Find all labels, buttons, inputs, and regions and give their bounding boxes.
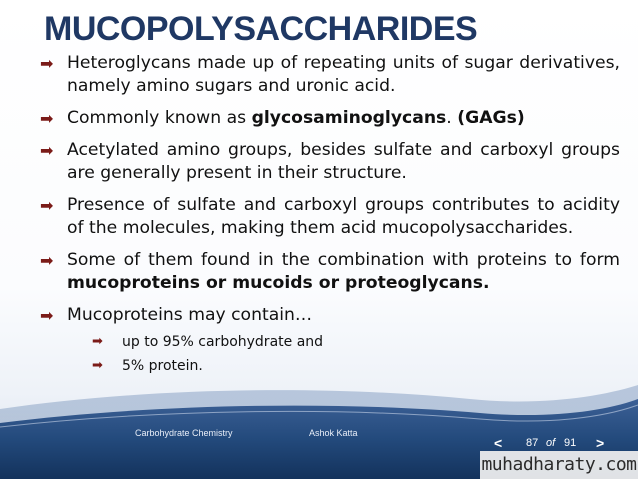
page-total: 91 <box>564 437 577 449</box>
arrow-right-icon: ➡ <box>40 251 54 270</box>
slide-title: MUCOPOLYSACCHARIDES <box>44 10 478 48</box>
footer-course: Carbohydrate Chemistry <box>135 428 233 438</box>
chevron-right-icon[interactable]: > <box>596 435 605 451</box>
arrow-right-icon: ➡ <box>40 306 54 325</box>
arrow-right-icon: ➡ <box>40 141 54 160</box>
bullet-list <box>40 52 620 379</box>
bullet-item <box>40 107 620 130</box>
arrow-right-icon: ➡ <box>40 54 54 73</box>
bullet-item <box>40 249 620 295</box>
bold-term: mucoproteins or mucoids or proteoglycans. <box>67 273 490 293</box>
page-navigator <box>492 434 612 452</box>
watermark: muhadharaty.com <box>480 451 638 479</box>
arrow-right-icon: ➡ <box>92 358 103 373</box>
text-run: Heteroglycans made up of repeating units of sugar derivatives, namely amino sugars and uronic acid. <box>67 53 620 96</box>
sub-bullet-item <box>92 331 620 353</box>
text-run: Some of them found in the combination with proteins to form <box>67 250 620 270</box>
text-run: Commonly known as <box>67 108 252 128</box>
text-run: Presence of sulfate and carboxyl groups contributes to acidity of the molecules, making them acid mucopolysaccharides. <box>67 195 620 238</box>
bullet-item <box>40 139 620 185</box>
bullet-text <box>67 53 620 96</box>
bullet-item <box>40 52 620 98</box>
sub-bullet-text: up to 95% carbohydrate and <box>122 334 324 350</box>
bullet-text <box>67 108 525 128</box>
bullet-item <box>40 194 620 240</box>
text-run: Acetylated amino groups, besides sulfate and carboxyl groups are generally present in their structure. <box>67 140 620 183</box>
bullet-text <box>67 140 620 183</box>
sub-bullet-text: 5% protein. <box>122 358 203 374</box>
text-run: Mucoproteins may contain… <box>67 305 313 325</box>
bullet-item <box>40 304 620 327</box>
page-current: 87 <box>526 437 539 449</box>
bullet-text <box>67 195 620 238</box>
footer-author: Ashok Katta <box>309 428 358 438</box>
bullet-text <box>67 250 620 293</box>
bold-term: (GAGs) <box>457 108 525 128</box>
bullet-text <box>67 305 312 325</box>
arrow-right-icon: ➡ <box>40 196 54 215</box>
arrow-right-icon: ➡ <box>92 334 103 349</box>
arrow-right-icon: ➡ <box>40 109 54 128</box>
page-of-label: of <box>546 437 556 449</box>
chevron-left-icon[interactable]: < <box>494 435 503 451</box>
bold-term: glycosaminoglycans <box>251 108 447 128</box>
sub-bullet-item <box>92 355 620 377</box>
text-run: . <box>446 108 458 128</box>
